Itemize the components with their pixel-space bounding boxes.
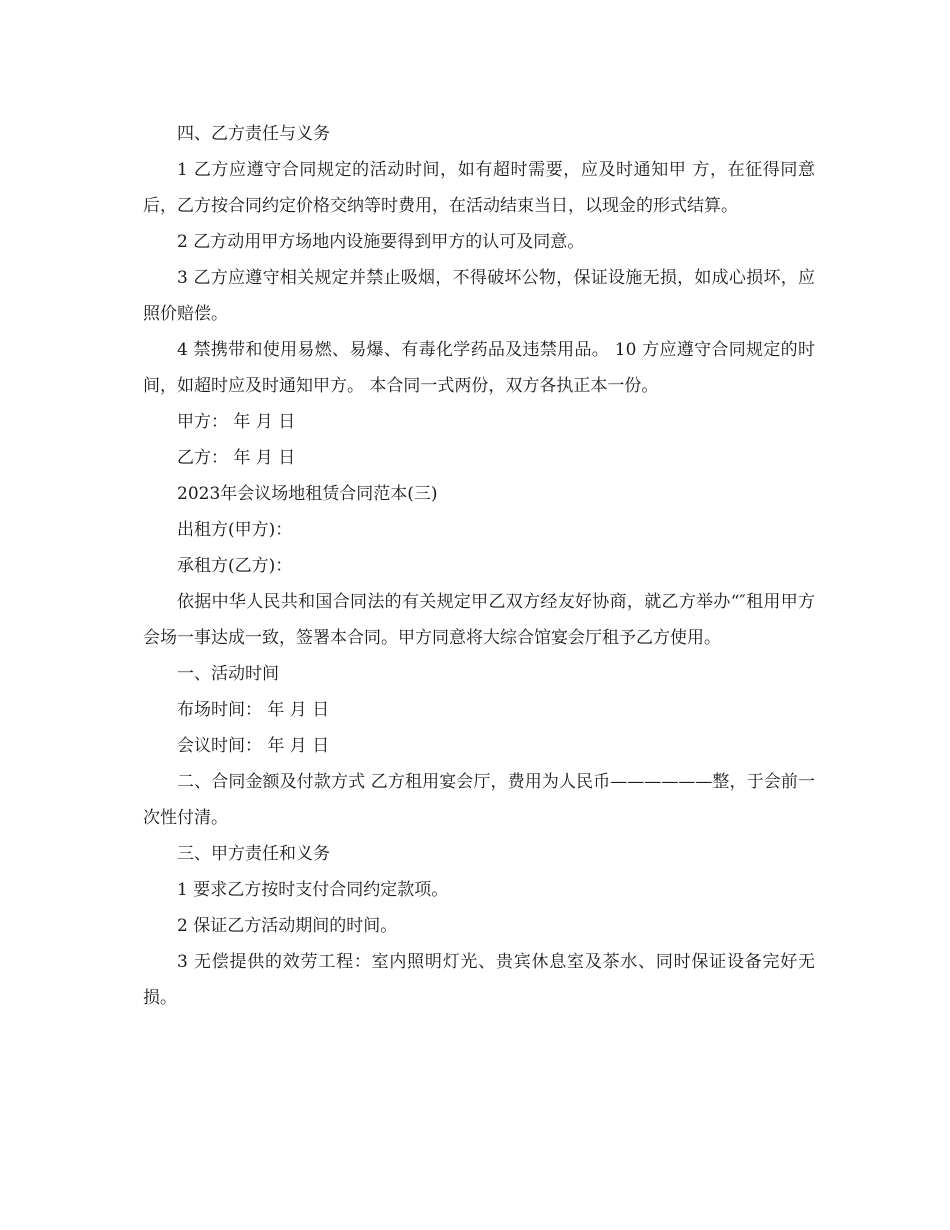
lessee-line: 承租方(乙方)：	[177, 556, 293, 576]
section-heading-party-b-duties: 四、乙方责任与义务	[177, 124, 330, 144]
signature-line-party-a: 甲方： 年 月 日	[177, 412, 296, 432]
clause-paragraph: 1 乙方应遵守合同规定的活动时间，如有超时需要，应及时通知甲 方，在征得同意后，乙方按合同约定价格交纳等时费用，在活动结束当日，以现金的形式结算。	[143, 160, 815, 216]
meeting-time-line: 会议时间： 年 月 日	[177, 736, 330, 756]
contract-title: 2023年会议场地租赁合同范本(三)	[177, 484, 438, 504]
clause-paragraph: 4 禁携带和使用易燃、易爆、有毒化学药品及违禁用品。 10 方应遵守合同规定的时间，如超时应及时通知甲方。 本合同一式两份，双方各执正本一份。	[143, 340, 815, 396]
setup-time-line: 布场时间： 年 月 日	[177, 700, 330, 720]
preamble-paragraph: 依据中华人民共和国合同法的有关规定甲乙双方经友好协商，就乙方举办“″租用甲方会场一事达成一致，签署本合同。甲方同意将大综合馆宴会厅租予乙方使用。	[143, 592, 815, 648]
payment-paragraph: 二、合同金额及付款方式 乙方租用宴会厅，费用为人民币——————整，于会前一次性付清。	[143, 772, 815, 828]
clause-paragraph: 1 要求乙方按时支付合同约定款项。	[177, 880, 449, 900]
section-heading-event-time: 一、活动时间	[177, 664, 279, 684]
document-body	[143, 116, 815, 1016]
signature-line-party-b: 乙方： 年 月 日	[177, 448, 296, 468]
lessor-line: 出租方(甲方)：	[177, 520, 293, 540]
clause-paragraph: 3 无偿提供的效劳工程：室内照明灯光、贵宾休息室及茶水、同时保证设备完好无损。	[143, 952, 815, 1008]
section-heading-party-a-duties: 三、甲方责任和义务	[177, 844, 330, 864]
clause-paragraph: 3 乙方应遵守相关规定并禁止吸烟，不得破坏公物，保证设施无损，如成心损坏，应照价赔偿。	[143, 268, 815, 324]
clause-paragraph: 2 保证乙方活动期间的时间。	[177, 916, 398, 936]
clause-paragraph: 2 乙方动用甲方场地内设施要得到甲方的认可及同意。	[177, 232, 585, 252]
